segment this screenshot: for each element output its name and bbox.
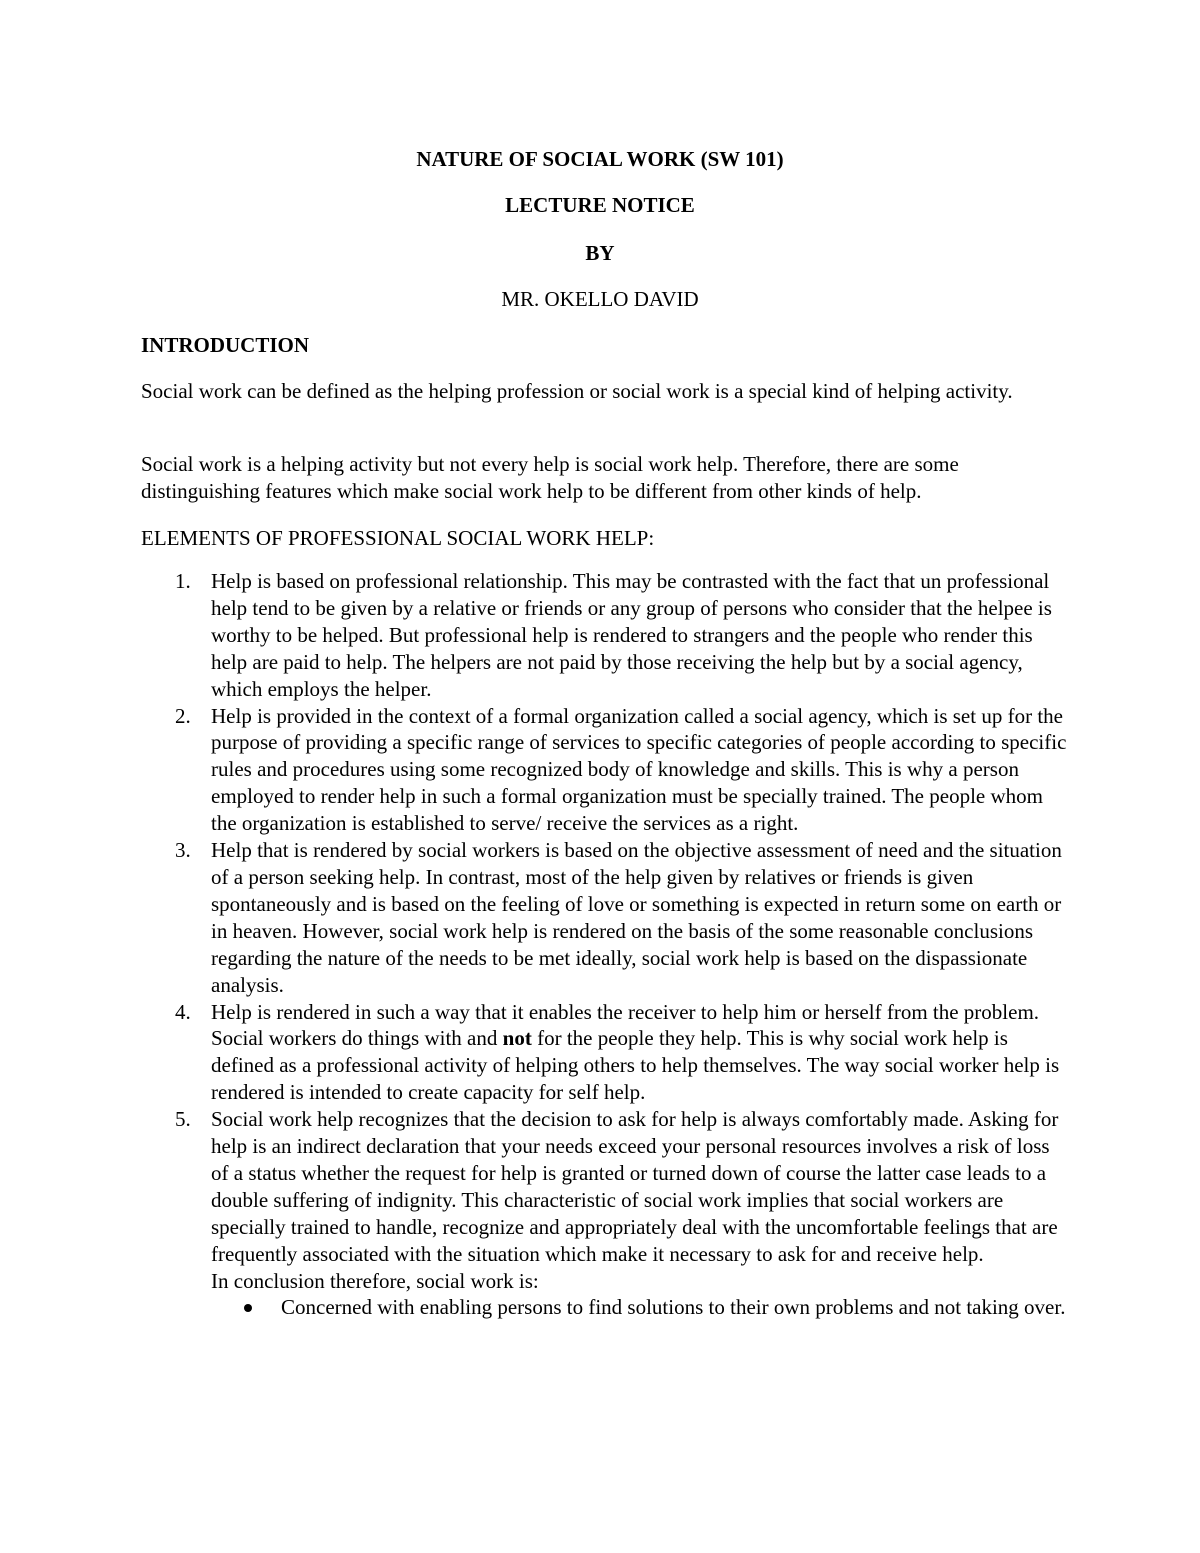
document-subtitle: LECTURE NOTICE	[505, 193, 695, 217]
list-item-number: 2.	[175, 703, 191, 728]
by-line: BY	[585, 241, 615, 265]
list-item-text-before: Help is rendered in such a way that it enables the receiver to help him or herself from the problem. Social workers do things with and	[211, 999, 1040, 1051]
list-item-number: 5.	[175, 1107, 191, 1132]
list-item-text: Help is based on professional relationship. This may be contrasted with the fact that un professional help tend to be given by a relative or friends or any group of persons who consider that the helpee is worthy to be helped. But professional help is rendered to strangers and the people who render this help are paid to help. The helpers are not paid by those receiving the help but by a social agency, which employs the helper.	[211, 569, 1052, 701]
list-item	[141, 568, 1071, 703]
course-title: NATURE OF SOCIAL WORK (SW 101)	[416, 147, 784, 171]
bullet-dot-icon	[244, 1304, 252, 1312]
elements-heading: ELEMENTS OF PROFESSIONAL SOCIAL WORK HELP:	[141, 526, 655, 550]
introduction-heading: INTRODUCTION	[141, 333, 310, 357]
list-item-number: 1.	[175, 569, 191, 593]
list-item	[141, 1106, 1071, 1267]
conclusion-block	[141, 1268, 1071, 1322]
bullet-text: Concerned with enabling persons to find solutions to their own problems and not taking over.	[281, 1295, 1066, 1320]
introduction-paragraph-1: Social work can be defined as the helping profession or social work is a special kind of helping activity.	[141, 379, 1013, 403]
list-item-number: 4.	[175, 999, 191, 1024]
emphasis-not: not	[502, 1026, 532, 1051]
list-item-text: Help is provided in the context of a formal organization called a social agency, which is set up for the purpose of providing a specific range of services to specific categories of people according to specific rules and procedures using some recognized body of knowledge and skills. This is why a person employed to render help in such a formal organization must be specially trained. The people whom the organization is established to serve/ receive the services as a right.	[211, 703, 1067, 836]
author-name: MR. OKELLO DAVID	[501, 287, 699, 311]
list-item-text-after: for the people they help. This is why social work help is defined as a professional activity of helping others to help themselves. The way social worker help is rendered is intended to create capacity for self help.	[211, 1026, 1060, 1105]
conclusion-intro: In conclusion therefore, social work is:	[211, 1268, 539, 1293]
list-item	[141, 999, 1071, 1107]
list-item	[141, 703, 1071, 838]
list-item-number: 3.	[175, 838, 191, 863]
bullet-item	[141, 1294, 1071, 1321]
introduction-paragraph-2: Social work is a helping activity but not every help is social work help. Therefore, there are some distinguishing features which make social work help to be different from other kinds of help.	[141, 452, 959, 503]
elements-list	[141, 568, 1071, 1321]
list-item-text: Help that is rendered by social workers is based on the objective assessment of need and the situation of a person seeking help. In contrast, most of the help given by relatives or friends is given spontaneously and is based on the feeling of love or something is expected in return some on earth or in heaven. However, social work help is rendered on the basis of the some reasonable conclusions regarding the nature of the needs to be met ideally, social work help is based on the dispassionate analysis.	[211, 838, 1062, 997]
list-item-text: Social work help recognizes that the decision to ask for help is always comfortably made. Asking for help is an indirect declaration that your needs exceed your personal resources involves a risk of loss of a status whether the request for help is granted or turned down of course the latter case leads to a double suffering of indignity. This characteristic of social work implies that social workers are specially trained to handle, recognize and appropriately deal with the uncomfortable feelings that are frequently associated with the situation which make it necessary to ask for and receive help.	[211, 1107, 1059, 1266]
conclusion-bullets	[141, 1294, 1071, 1321]
list-item	[141, 837, 1071, 998]
